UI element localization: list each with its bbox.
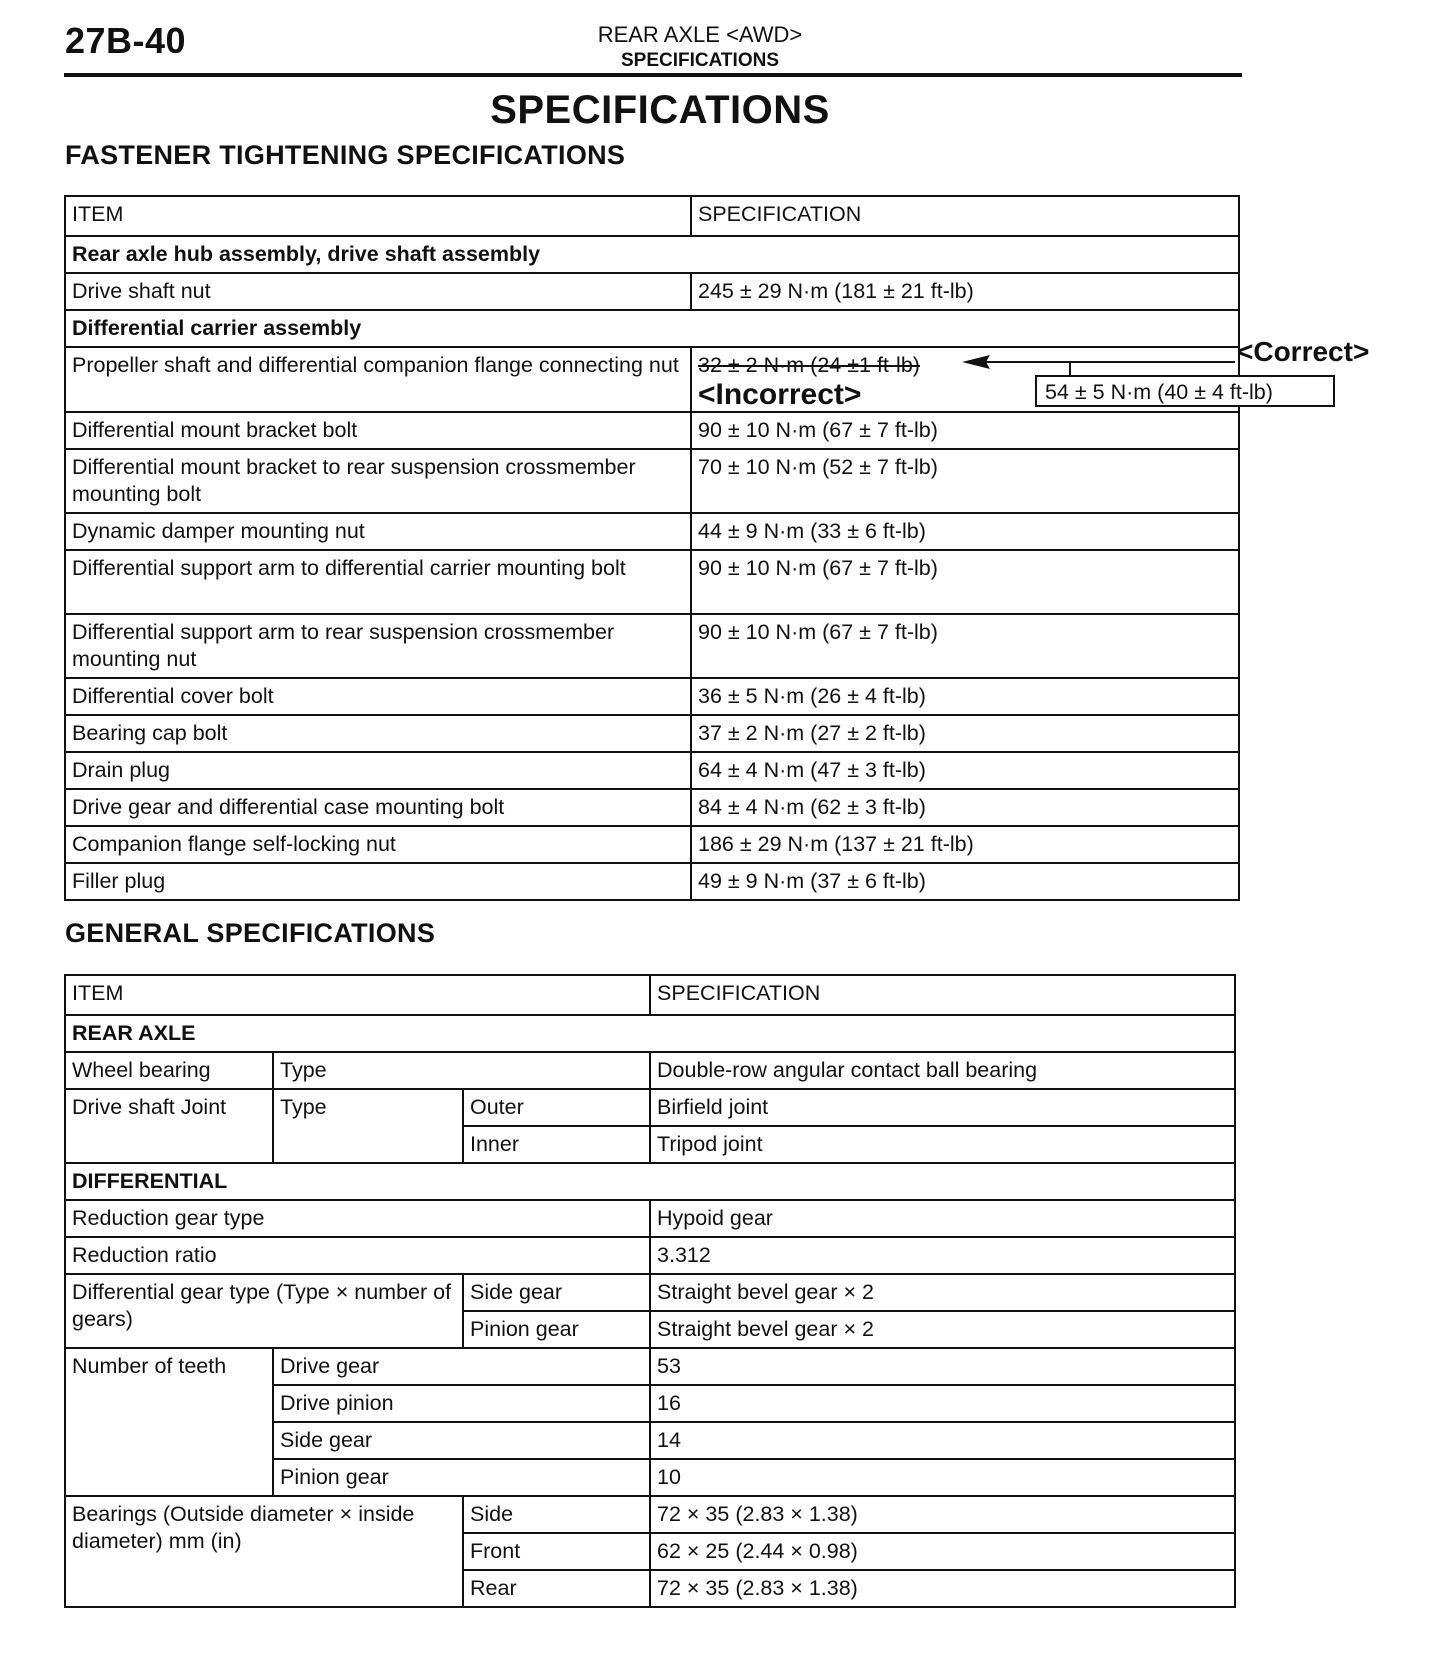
row-item: Companion flange self-locking nut	[65, 826, 691, 863]
table-header-row	[65, 975, 1235, 1015]
row-spec: 186 ± 29 N·m (137 ± 21 ft-lb)	[691, 826, 1239, 863]
row-subitem: Drive gear	[273, 1348, 650, 1385]
column-header-item: ITEM	[65, 196, 691, 236]
row-spec: 37 ± 2 N·m (27 ± 2 ft-lb)	[691, 715, 1239, 752]
row-item: Wheel bearing	[65, 1052, 273, 1089]
group-differential: DIFFERENTIAL	[65, 1163, 1235, 1200]
page-title: SPECIFICATIONS	[490, 88, 830, 132]
row-spec: 3.312	[650, 1237, 1235, 1274]
row-spec: 10	[650, 1459, 1235, 1496]
row-item: Drain plug	[65, 752, 691, 789]
row-item: Drive shaft nut	[65, 273, 691, 310]
group-row	[65, 1163, 1235, 1200]
group-row	[65, 236, 1239, 273]
row-item: Drive shaft Joint	[65, 1089, 273, 1163]
table-row	[65, 1200, 1235, 1237]
column-header-item: ITEM	[65, 975, 650, 1015]
row-spec: 14	[650, 1422, 1235, 1459]
table-row	[65, 412, 1239, 449]
general-table	[64, 974, 1236, 1608]
row-spec: 72 × 35 (2.83 × 1.38)	[650, 1570, 1235, 1607]
row-spec: 49 ± 9 N·m (37 ± 6 ft-lb)	[691, 863, 1239, 900]
row-subitem: Type	[273, 1089, 463, 1163]
header-subtitle: SPECIFICATIONS	[621, 50, 779, 71]
incorrect-spec-value: 32 ± 2 N·m (24 ±1 ft-lb)	[698, 353, 920, 377]
row-subitem: Rear	[463, 1570, 650, 1607]
table-row	[65, 1089, 1235, 1126]
column-header-spec: SPECIFICATION	[650, 975, 1235, 1015]
row-item: Bearings (Outside diameter × inside diameter) mm (in)	[65, 1496, 463, 1607]
row-item: Differential cover bolt	[65, 678, 691, 715]
table-row	[65, 715, 1239, 752]
row-spec: 64 ± 4 N·m (47 ± 3 ft-lb)	[691, 752, 1239, 789]
row-item: Propeller shaft and differential companion flange connecting nut	[65, 347, 691, 412]
row-subitem: Side gear	[273, 1422, 650, 1459]
row-spec: 44 ± 9 N·m (33 ± 6 ft-lb)	[691, 513, 1239, 550]
row-spec: Hypoid gear	[650, 1200, 1235, 1237]
row-item: Differential support arm to rear suspension crossmember mounting nut	[65, 614, 691, 678]
row-item: Drive gear and differential case mounting bolt	[65, 789, 691, 826]
table-row	[65, 1348, 1235, 1385]
header-title: REAR AXLE <AWD>	[597, 22, 803, 47]
row-spec: Straight bevel gear × 2	[650, 1274, 1235, 1311]
row-spec: 90 ± 10 N·m (67 ± 7 ft-lb)	[691, 550, 1239, 614]
row-item: Differential mount bracket bolt	[65, 412, 691, 449]
table-row	[65, 273, 1239, 310]
group-rear-axle: REAR AXLE	[65, 1015, 1235, 1052]
row-subitem: Pinion gear	[273, 1459, 650, 1496]
row-spec: 72 × 35 (2.83 × 1.38)	[650, 1496, 1235, 1533]
row-spec: 245 ± 29 N·m (181 ± 21 ft-lb)	[691, 273, 1239, 310]
row-spec: Straight bevel gear × 2	[650, 1311, 1235, 1348]
row-item: Dynamic damper mounting nut	[65, 513, 691, 550]
table-header-row	[65, 196, 1239, 236]
table-row	[65, 1237, 1235, 1274]
table-row	[65, 678, 1239, 715]
row-item: Differential support arm to differential carrier mounting bolt	[65, 550, 691, 614]
table-row	[65, 789, 1239, 826]
table-row	[65, 863, 1239, 900]
table-row	[65, 550, 1239, 614]
table-row	[65, 513, 1239, 550]
table-row	[65, 449, 1239, 513]
fastener-section-title: FASTENER TIGHTENING SPECIFICATIONS	[65, 140, 626, 170]
table-row	[65, 1274, 1235, 1311]
row-item: Filler plug	[65, 863, 691, 900]
row-spec: Double-row angular contact ball bearing	[650, 1052, 1235, 1089]
row-spec: 16	[650, 1385, 1235, 1422]
group-row	[65, 310, 1239, 347]
row-subitem: Side gear	[463, 1274, 650, 1311]
row-subitem: Pinion gear	[463, 1311, 650, 1348]
column-header-spec: SPECIFICATION	[691, 196, 1239, 236]
table-row	[65, 1052, 1235, 1089]
row-item: Reduction gear type	[65, 1200, 650, 1237]
table-row	[65, 614, 1239, 678]
row-item: Reduction ratio	[65, 1237, 650, 1274]
group-row	[65, 1015, 1235, 1052]
row-spec: 90 ± 10 N·m (67 ± 7 ft-lb)	[691, 614, 1239, 678]
row-spec: 90 ± 10 N·m (67 ± 7 ft-lb)	[691, 412, 1239, 449]
row-item: Differential gear type (Type × number of gears)	[65, 1274, 463, 1348]
row-item: Differential mount bracket to rear suspension crossmember mounting bolt	[65, 449, 691, 513]
row-subitem: Inner	[463, 1126, 650, 1163]
row-subitem: Type	[273, 1052, 650, 1089]
row-spec: Birfield joint	[650, 1089, 1235, 1126]
row-item: Number of teeth	[65, 1348, 273, 1496]
row-subitem: Outer	[463, 1089, 650, 1126]
row-spec: 84 ± 4 N·m (62 ± 3 ft-lb)	[691, 789, 1239, 826]
header-rule	[64, 73, 1242, 77]
general-section-title: GENERAL SPECIFICATIONS	[65, 918, 436, 948]
row-subitem: Front	[463, 1533, 650, 1570]
row-spec: 53	[650, 1348, 1235, 1385]
table-row	[65, 1496, 1235, 1533]
table-row	[65, 826, 1239, 863]
correct-value-box: 54 ± 5 N·m (40 ± 4 ft-lb)	[1035, 375, 1335, 407]
table-row	[65, 752, 1239, 789]
row-spec: 70 ± 10 N·m (52 ± 7 ft-lb)	[691, 449, 1239, 513]
row-spec: 36 ± 5 N·m (26 ± 4 ft-lb)	[691, 678, 1239, 715]
row-spec: Tripod joint	[650, 1126, 1235, 1163]
row-item: Bearing cap bolt	[65, 715, 691, 752]
correct-label: <Correct>	[1237, 336, 1370, 367]
row-subitem: Drive pinion	[273, 1385, 650, 1422]
row-subitem: Side	[463, 1496, 650, 1533]
group-diff: Differential carrier assembly	[65, 310, 1239, 347]
incorrect-label: <Incorrect>	[698, 378, 862, 411]
row-spec: 62 × 25 (2.44 × 0.98)	[650, 1533, 1235, 1570]
fastener-table	[64, 195, 1240, 901]
page-number: 27B-40	[65, 20, 187, 61]
group-hub: Rear axle hub assembly, drive shaft assembly	[65, 236, 1239, 273]
